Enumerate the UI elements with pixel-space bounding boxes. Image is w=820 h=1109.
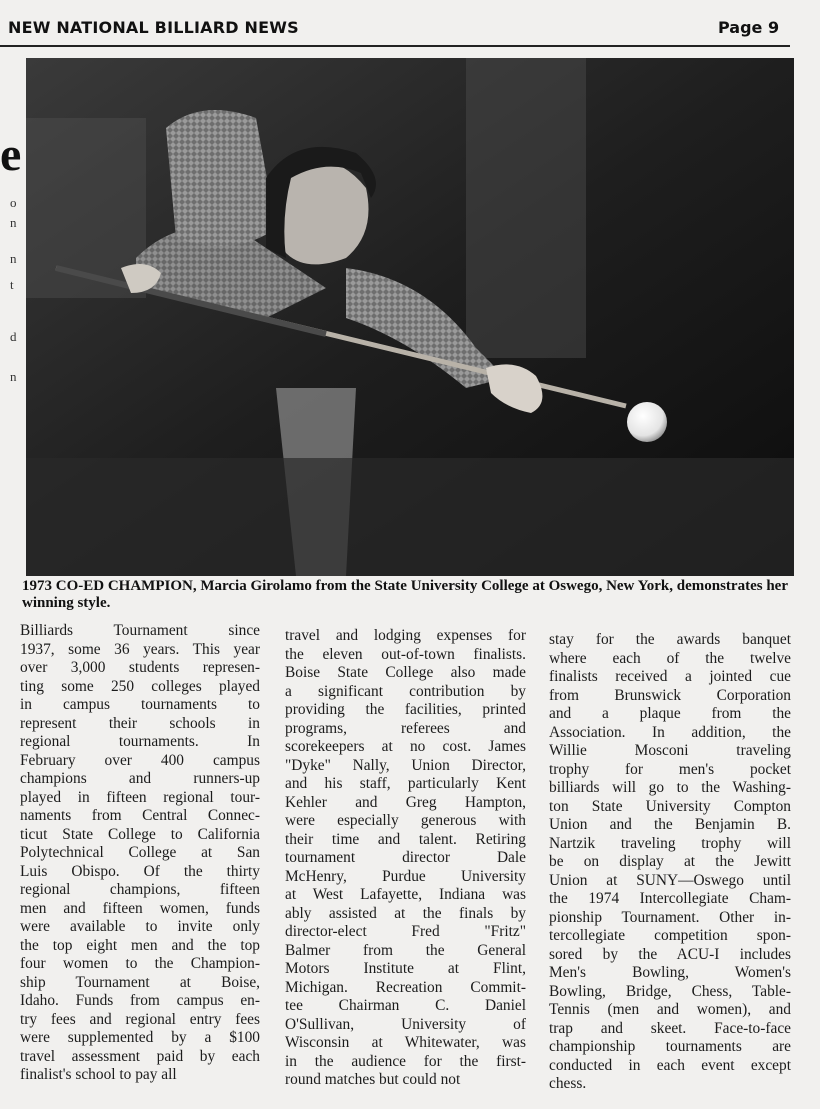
fragment-letter: t bbox=[10, 277, 14, 292]
article-line: chess. bbox=[549, 1075, 587, 1092]
article-line: Tennis (men and women), and bbox=[549, 1001, 791, 1018]
article-line: where each of the twelve bbox=[549, 649, 791, 667]
article-line: Boise State College also made bbox=[285, 664, 526, 681]
article-line: men and fifteen women, funds bbox=[20, 899, 260, 917]
article-line: Willie Mosconi traveling bbox=[549, 742, 791, 759]
article-line: were available to invite only bbox=[20, 918, 260, 935]
article-line: Kehler and Greg Hampton, bbox=[285, 793, 526, 811]
article-line: billiards will go to the Washing- bbox=[549, 779, 791, 796]
article-line: tercollegiate competition spon- bbox=[549, 927, 791, 944]
article-line: O'Sullivan, University of bbox=[285, 1015, 526, 1033]
article-line: the eleven out-of-town finalists. bbox=[285, 645, 526, 663]
article-line: in campus tournaments to bbox=[20, 696, 260, 713]
photo-billiard-player bbox=[26, 58, 794, 576]
adjacent-column-fragment bbox=[0, 55, 26, 515]
article-line: Idaho. Funds from campus en- bbox=[20, 992, 260, 1009]
header-rule bbox=[0, 45, 790, 47]
article-line: "Dyke" Nally, Union Director, bbox=[285, 756, 526, 774]
masthead: NEW NATIONAL BILLIARD NEWS bbox=[8, 18, 299, 37]
article-line: scorekeepers at no cost. James bbox=[285, 738, 526, 755]
article-line: from Brunswick Corporation bbox=[549, 686, 791, 704]
article-line: and his staff, particularly Kent bbox=[285, 775, 526, 792]
article-line: the 1974 Intercollegiate Cham- bbox=[549, 890, 791, 907]
page-header bbox=[0, 0, 820, 48]
article-line: ticut State College to California bbox=[20, 825, 260, 843]
article-line: Michigan. Recreation Commit- bbox=[285, 978, 526, 996]
article-line: Polytechnical College at San bbox=[20, 844, 260, 861]
article-line: trap and skeet. Face-to-face bbox=[549, 1019, 791, 1037]
fragment-letter: d bbox=[10, 329, 17, 344]
article-line: Billiards Tournament since bbox=[20, 622, 260, 639]
article-line: conducted in each event except bbox=[549, 1056, 791, 1074]
article-line: in the audience for the first- bbox=[285, 1052, 526, 1070]
fragment-letter: n bbox=[10, 369, 17, 384]
article-line: naments from Central Connec- bbox=[20, 807, 260, 824]
article-line: try fees and regional entry fees bbox=[20, 1010, 260, 1028]
article-line: Wisconsin at Whitewater, was bbox=[285, 1034, 526, 1051]
article-line: sored by the ACU-I includes bbox=[549, 945, 791, 963]
article-line: played in fifteen regional tour- bbox=[20, 788, 260, 806]
page-number: Page 9 bbox=[718, 18, 780, 37]
article-line: be on display at the Jewitt bbox=[549, 853, 791, 870]
article-line: providing the facilities, printed bbox=[285, 701, 526, 718]
article-line: the top eight men and the top bbox=[20, 936, 260, 954]
article-line: championship tournaments are bbox=[549, 1038, 791, 1055]
article-line: Bowling, Bridge, Chess, Table- bbox=[549, 982, 791, 1000]
article-line: finalists received a jointed cue bbox=[549, 668, 791, 685]
article-line: February over 400 campus bbox=[20, 751, 260, 769]
article-line: were especially generous with bbox=[285, 812, 526, 829]
article-line: finalist's school to pay all bbox=[20, 1066, 177, 1083]
article-line: Union at SUNY—Oswego until bbox=[549, 871, 791, 889]
article-line: ably assisted at the finals by bbox=[285, 904, 526, 922]
article-line: ting some 250 colleges played bbox=[20, 677, 260, 695]
article-column-2 bbox=[285, 627, 526, 1090]
article-line: trophy for men's pocket bbox=[549, 760, 791, 778]
fragment-letter: n bbox=[10, 215, 17, 230]
article-column-1 bbox=[20, 622, 260, 1085]
article-line: stay for the awards banquet bbox=[549, 631, 791, 648]
article-line: regional tournaments. In bbox=[20, 733, 260, 750]
article-line: over 3,000 students represen- bbox=[20, 659, 260, 676]
fragment-letter: n bbox=[10, 251, 17, 266]
article-line: tee Chairman C. Daniel bbox=[285, 997, 526, 1014]
article-line: Nartzik traveling trophy will bbox=[549, 834, 791, 852]
article-line: tournament director Dale bbox=[285, 849, 526, 866]
article-line: travel assessment paid by each bbox=[20, 1047, 260, 1065]
article-line: Luis Obispo. Of the thirty bbox=[20, 862, 260, 880]
photo-illustration bbox=[26, 58, 794, 576]
article-line: 1937, some 36 years. This year bbox=[20, 640, 260, 658]
article-line: and a plaque from the bbox=[549, 705, 791, 722]
article-line: travel and lodging expenses for bbox=[285, 627, 526, 644]
fragment-letter: o bbox=[10, 195, 17, 210]
article-column-3 bbox=[549, 631, 791, 1094]
article-line: four women to the Champion- bbox=[20, 955, 260, 972]
article-line: at West Lafayette, Indiana was bbox=[285, 886, 526, 903]
article-line: Motors Institute at Flint, bbox=[285, 960, 526, 977]
article-line: pionship Tournament. Other in- bbox=[549, 908, 791, 926]
article-line: champions and runners-up bbox=[20, 770, 260, 787]
photo-caption: 1973 CO-ED CHAMPION, Marcia Girolamo from the State University College at Oswego, New York, demonstrates her winning style. bbox=[22, 578, 788, 611]
article-line: were supplemented by a $100 bbox=[20, 1029, 260, 1046]
article-line: programs, referees and bbox=[285, 719, 526, 737]
article-line: Association. In addition, the bbox=[549, 723, 791, 741]
article-line: ton State University Compton bbox=[549, 797, 791, 815]
article-line: a significant contribution by bbox=[285, 682, 526, 700]
article-line: Union and the Benjamin B. bbox=[549, 816, 791, 833]
article-line: director-elect Fred "Fritz" bbox=[285, 923, 526, 940]
fragment-big-letter: e bbox=[0, 128, 22, 181]
article-line: round matches but could not bbox=[285, 1071, 461, 1088]
article-line: represent their schools in bbox=[20, 714, 260, 732]
article-line: Men's Bowling, Women's bbox=[549, 964, 791, 981]
article-line: McHenry, Purdue University bbox=[285, 867, 526, 885]
article-line: ship Tournament at Boise, bbox=[20, 973, 260, 991]
article-line: Balmer from the General bbox=[285, 941, 526, 959]
article-line: regional champions, fifteen bbox=[20, 881, 260, 898]
article-line: their time and talent. Retiring bbox=[285, 830, 526, 848]
